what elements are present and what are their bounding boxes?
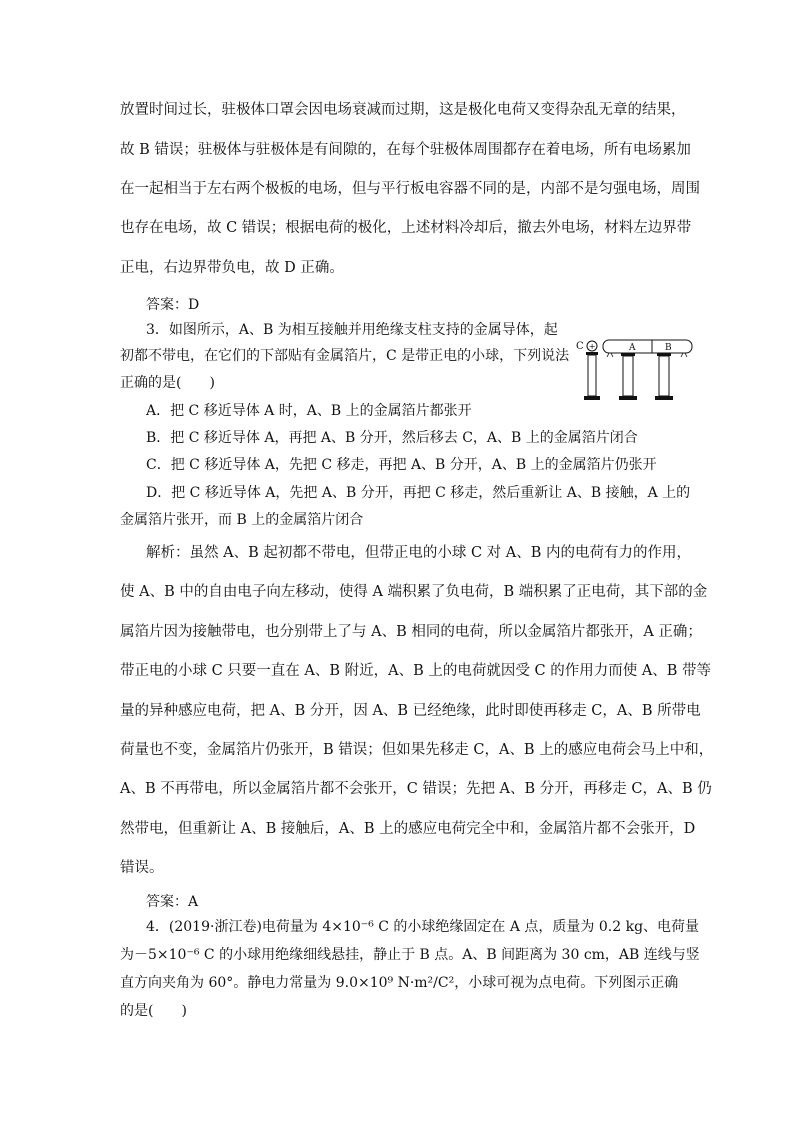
option-b: B．把 C 移近导体 A，再把 A、B 分开，然后移去 C，A、B 上的金属箔片闭合 <box>146 430 638 446</box>
foil-leaves-left <box>607 353 613 357</box>
explanation-line: 使 A、B 中的自由电子向左移动，使得 A 端积累了负电荷，B 端积累了正电荷，其下部的金 <box>120 584 708 600</box>
prev-explanation-line: 放置时间过长，驻极体口罩会因电场衰减而过期，这是极化电荷又变得杂乱无章的结果， <box>120 102 686 118</box>
explanation-line: 解析：虽然 A、B 起初都不带电，但带正电的小球 C 对 A、B 内的电荷有力的作用， <box>146 545 692 561</box>
explanation-line: 错误。 <box>120 860 164 876</box>
question-stem-line: 为－5×10⁻⁶ C 的小球用绝缘细线悬挂，静止于 B 点。A、B 间距离为 30 cm，AB 连线与竖 <box>120 947 700 963</box>
stand-a <box>619 353 637 400</box>
question-stem-line: 直方向夹角为 60°。静电力常量为 9.0×10⁹ N·m²/C²，小球可视为点电荷。下列图示正确 <box>120 975 679 991</box>
prev-explanation-line: 在一起相当于左右两个极板的电场，但与平行板电容器不同的是，内部不是匀强电场，周围 <box>120 181 700 197</box>
question-stem-line: 4．(2019·浙江卷)电荷量为 4×10⁻⁶ C 的小球绝缘固定在 A 点，质量为 0.2 kg、电荷量 <box>146 919 700 935</box>
prev-explanation-line: 正电，右边界带负电，故 D 正确。 <box>120 260 344 276</box>
stand-b <box>655 353 673 400</box>
label-b: B <box>665 343 672 353</box>
explanation-line: 带正电的小球 C 只要一直在 A、B 附近，A、B 上的电荷就因受 C 的作用力而使 A、B 带等 <box>120 663 712 679</box>
answer-label: 答案：D <box>146 297 200 313</box>
option-c: C．把 C 移近导体 A，先把 C 移走，再把 A、B 分开，A、B 上的金属箔片仍张开 <box>146 457 657 473</box>
conductor-figure <box>572 336 698 408</box>
label-c: C <box>576 341 584 352</box>
plus-sign: + <box>588 342 596 351</box>
question-stem-line: 的是( ) <box>120 1003 187 1019</box>
option-d-continued: 金属箔片张开，而 B 上的金属箔片闭合 <box>120 512 364 528</box>
foil-leaves-right <box>681 353 687 357</box>
label-a: A <box>629 343 636 353</box>
explanation-line: 然带电，但重新让 A、B 接触后，A、B 上的感应电荷完全中和，金属箔片都不会张开，D <box>120 821 696 837</box>
conductor-bar <box>603 340 692 353</box>
option-d: D．把 C 移近导体 A，先把 A、B 分开，再把 C 移走，然后重新让 A、B 接触，A 上的 <box>146 485 691 501</box>
option-a: A．把 C 移近导体 A 时，A、B 上的金属箔片都张开 <box>146 403 472 419</box>
explanation-line: 荷量也不变，金属箔片仍张开，B 错误；但如果先移走 C，A、B 上的感应电荷会马上中和， <box>120 742 714 758</box>
question-stem-line: 初都不带电，在它们的下部贴有金属箔片，C 是带正电的小球，下列说法 <box>120 348 570 364</box>
answer-label: 答案：A <box>146 894 199 910</box>
question-stem-line: 3．如图所示，A、B 为相互接触并用绝缘支柱支持的金属导体，起 <box>146 322 558 338</box>
prev-explanation-line: 故 B 错误；驻极体与驻极体是有间隙的，在每个驻极体周围都存在着电场，所有电场累加 <box>120 142 691 158</box>
explanation-line: 属箔片因为接触带电，也分别带上了与 A、B 相同的电荷，所以金属箔片都张开，A 正确； <box>120 624 702 640</box>
stand-c <box>584 352 600 400</box>
explanation-line: 量的异种感应电荷，把 A、B 分开，因 A、B 已经绝缘，此时即使再移走 C，A、B 所带电 <box>120 703 701 719</box>
ball-c <box>576 341 597 352</box>
question-stem-line: 正确的是( ) <box>120 375 215 391</box>
prev-explanation-line: 也存在电场，故 C 错误；根据电荷的极化，上述材料冷却后，撤去外电场，材料左边界带 <box>120 220 692 236</box>
explanation-line: A、B 不再带电，所以金属箔片都不会张开，C 错误；先把 A、B 分开，再移走 C，A、B 仍 <box>120 781 712 797</box>
